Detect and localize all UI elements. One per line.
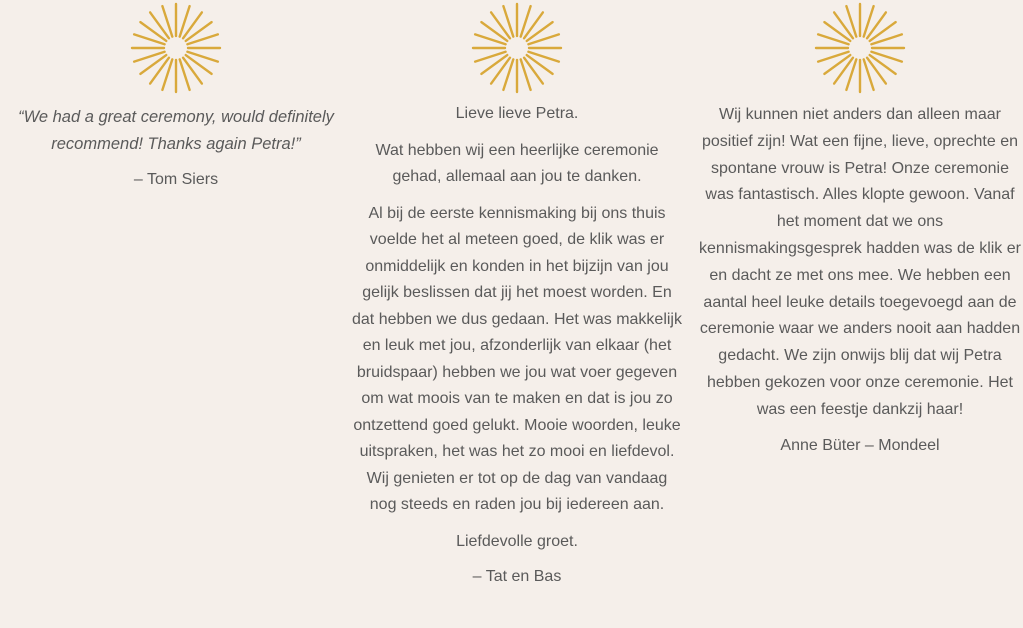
testimonial-greeting: Lieve lieve Petra. (455, 105, 579, 122)
testimonial-card-3 (697, 0, 1023, 458)
testimonial-quote: “We had a great ceremony, would definitely recommend! Thanks again Petra!” (18, 108, 334, 153)
sunburst-icon (814, 2, 906, 94)
testimonial-paragraph: Wat hebben wij een heerlijke ceremonie gehad, allemaal aan jou te danken. (375, 141, 659, 185)
testimonial-author: – Tat en Bas (472, 568, 562, 585)
testimonial-author: – Tom Siers (133, 171, 219, 188)
testimonial-card-2 (352, 0, 682, 589)
testimonial-card-1 (0, 0, 352, 192)
testimonial-paragraph: Wij kunnen niet anders dan alleen maar positief zijn! Wat een fijne, lieve, oprechte en spontane vrouw is Petra! Onze ceremonie was fantastisch. Alles klopte gewoon. Vanaf het moment dat we ons kennismakingsgesprek hadden was de klik er en dacht ze met ons mee. We hebben een aantal heel leuke details toegevoegd aan de ceremonie waar we anders nooit aan hadden gedacht. We zijn onwijs blij dat wij Petra hebben gekozen voor onze ceremonie. Het was een feestje dankzij haar! (699, 106, 1021, 418)
testimonial-closing: Liefdevolle groet. (456, 532, 578, 550)
testimonial-paragraph: Al bij de eerste kennismaking bij ons thuis voelde het al meteen goed, de klik was er onmiddelijk en konden in het bijzijn van jou gelijk beslissen dat jij het moest worden. En dat hebben we dus gedaan. Het was makkelijk en leuk met jou, afzonderlijk van elkaar (het bruidspaar) hebben we jou wat voer gegeven om wat moois van te maken en dat is jou zo ontzettend goed gelukt. Mooie woorden, leuke uitspraken, het was het zo mooi en liefdevol. Wij genieten er tot op de dag van vandaag nog steeds en raden jou bij iedereen aan. (352, 204, 682, 513)
sunburst-icon (471, 2, 563, 94)
sunburst-icon (130, 2, 222, 94)
testimonial-author: Anne Büter – Mondeel (780, 436, 940, 454)
